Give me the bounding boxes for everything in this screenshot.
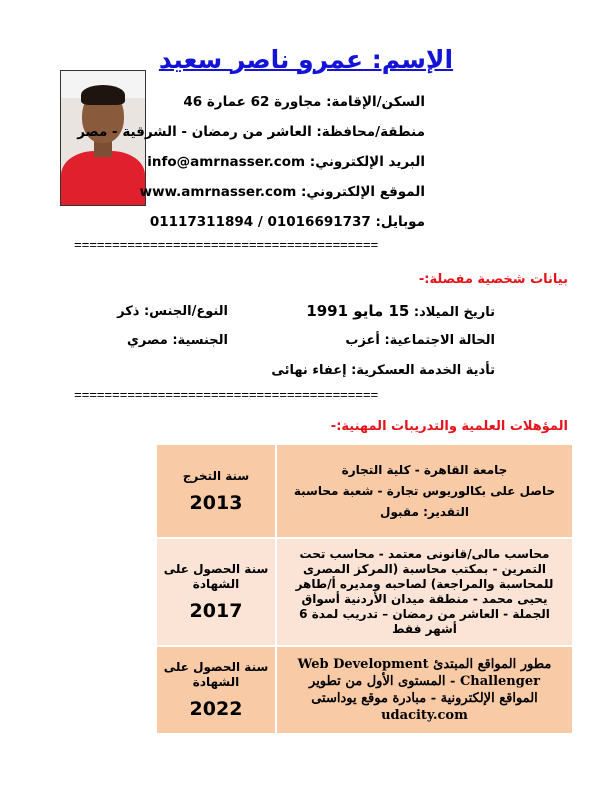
year-value: 2013 [189,491,243,514]
mobile-line: موبايل: 01016691737 / 01117311894 [149,214,425,230]
separator-line: ======================================== [74,388,379,403]
nationality-label: الجنسية: [172,333,228,348]
qualification-details [276,444,573,538]
gender [117,304,228,319]
gender-label: النوع/الجنس: [143,304,228,319]
gender-value: ذكر [117,304,140,319]
military-service-label: تأدية الخدمة العسكرية: [351,363,495,378]
photo-shirt [61,151,145,206]
region-line: منطقة/محافظة: العاشر من رمضان - الشرقية - مصر [77,124,425,140]
email-line: البريد الإلكتروني: info@amrnasser.com [147,154,425,170]
personal-data-heading: بيانات شخصية مفصلة:- [418,272,568,287]
birth-date [306,302,495,320]
table-row [156,444,573,538]
military-service-value: إعفاء نهائى [271,363,347,378]
year-value: 2022 [189,698,243,720]
detail-line: جامعة القاهرة - كلية التجارة [341,462,508,477]
photo-hair [81,85,125,105]
year-label: سنة التخرج [182,468,250,483]
marital-status [345,333,495,348]
address-line: السكن/الإقامة: مجاورة 62 عمارة 46 [183,94,425,110]
table-row [156,646,573,734]
birth-date-value: 15 مايو 1991 [306,302,410,320]
qualification-year-cell [156,538,276,646]
qualifications-table [155,443,574,735]
cv-name-title: الإسم: عمرو ناصر سعيد [158,45,454,74]
nationality [127,333,228,348]
qualification-year-cell [156,646,276,734]
year-label: سنة الحصول على الشهادة [163,660,269,689]
detail-line: حاصل على بكالوريوس تجارة - شعبة محاسبة [293,483,556,498]
qualification-year-cell [156,444,276,538]
marital-status-value: أعزب [345,333,380,348]
website-line: الموقع الإلكتروني: www.amrnasser.com [139,184,425,200]
qualification-details: محاسب مالى/قانونى معتمد - محاسب تحت التمرين - بمكتب محاسبة (المركز المصرى للمحاسبة والمراجعة) لصاحبه ومديره أ/طاهر يحيى محمد - منطقة ميدان الأردنية أسواق الجملة - العاشر من رمضان – تدريب لمدة 6 أشهر فقط [276,538,573,646]
nationality-value: مصري [126,333,168,348]
marital-status-label: الحالة الاجتماعية: [384,333,495,348]
separator-line: ======================================== [74,238,379,253]
qualification-details: مطور المواقع المبتدئ Web Development Challenger - المستوى الأول من تطوير المواقع الإلكترونية - مبادرة موقع يوداستى udacity.com [276,646,573,734]
table-row [156,538,573,646]
year-label: سنة الحصول على الشهادة [163,562,269,591]
military-service [271,363,495,378]
year-value: 2017 [189,600,243,622]
detail-line: التقدير: مقبول [380,504,469,519]
qualifications-heading: المؤهلات العلمية والتدريبات المهنية:- [330,419,568,434]
birth-date-label: تاريخ الميلاد: [413,305,495,320]
